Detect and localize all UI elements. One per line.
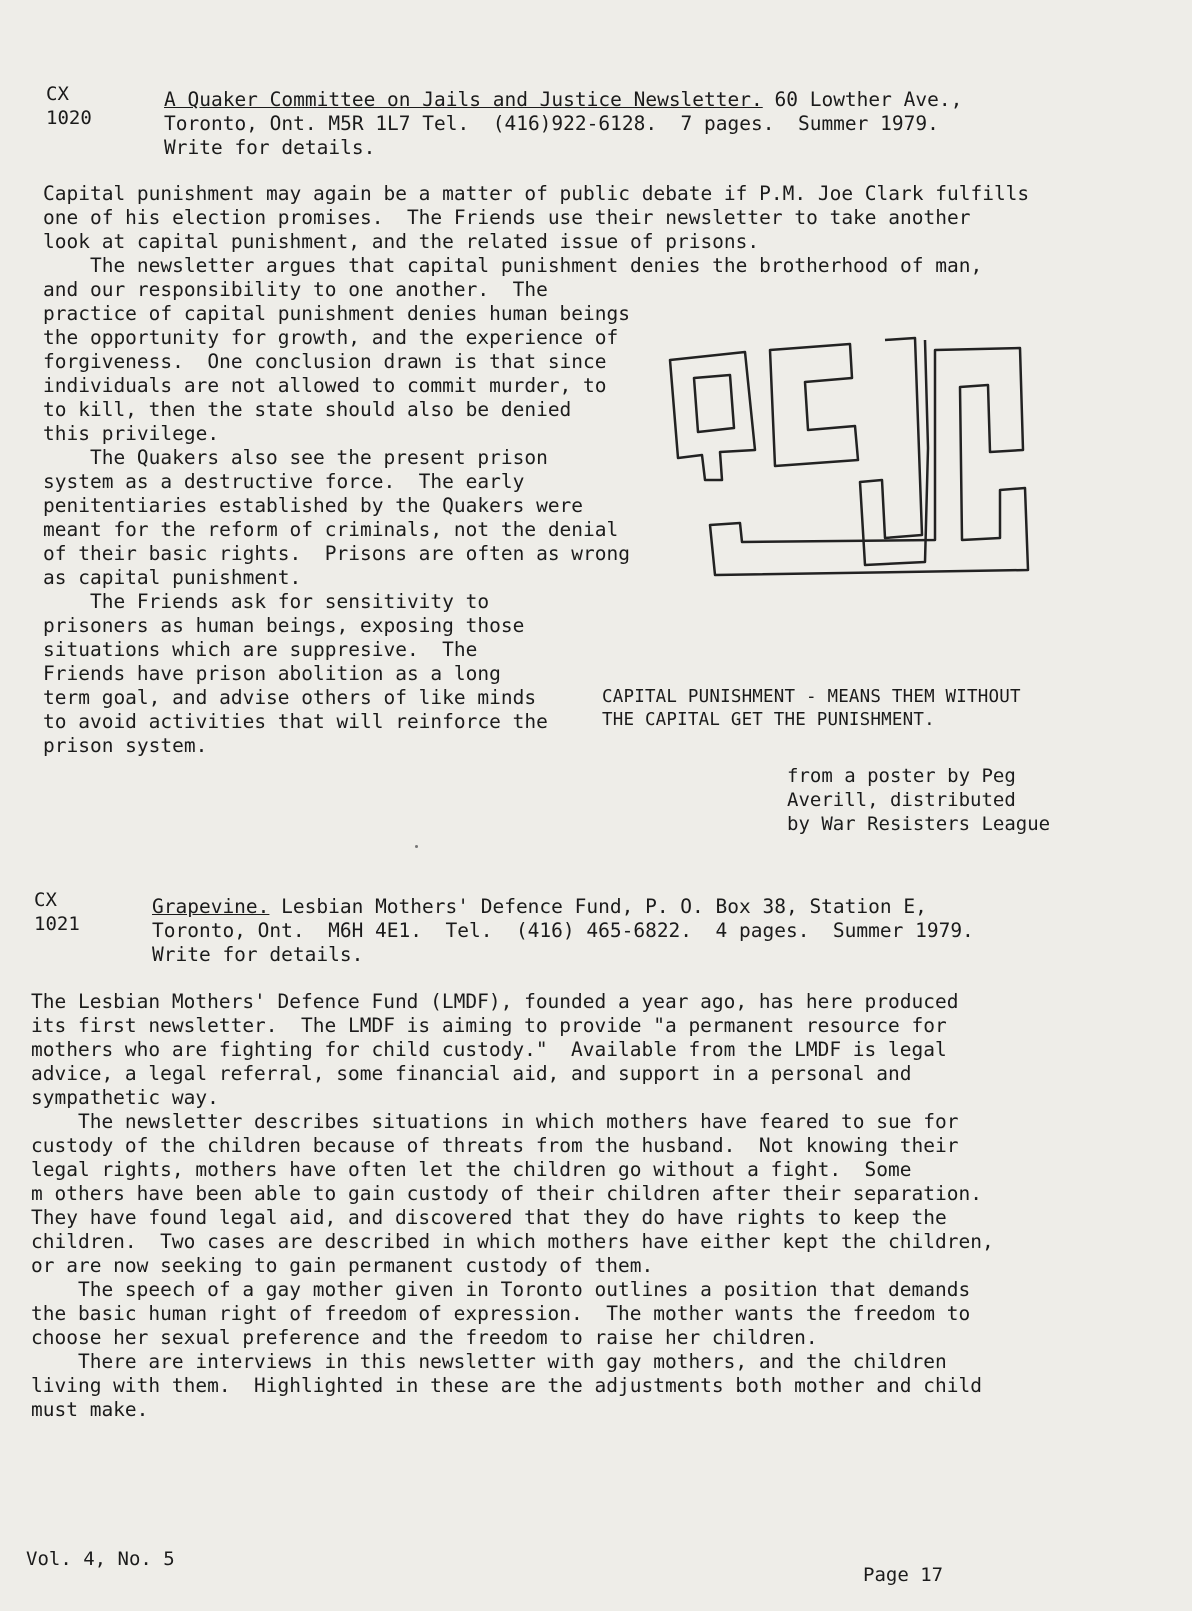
logo-text: QCJJ <box>850 630 853 631</box>
body-line: term goal, and advise others of like minds <box>43 686 537 709</box>
page-number: Page 17 <box>863 1564 944 1586</box>
entry-address: Lesbian Mothers' Defence Fund, P. O. Box 38, Station E, <box>269 895 927 918</box>
body-line: living with them. Highlighted in these are the adjustments both mother and child <box>31 1374 982 1397</box>
body-line: prisoners as human beings, exposing those <box>43 614 525 637</box>
entry-id-prefix: CX <box>46 83 69 105</box>
body-line: the basic human right of freedom of expression. The mother wants the freedom to <box>31 1302 971 1325</box>
body-line: forgiveness. One conclusion drawn is that since <box>43 350 607 373</box>
entry-contact-line: Toronto, Ont. M6H 4E1. Tel. (416) 465-6822. 4 pages. Summer 1979. <box>152 919 974 942</box>
entry-title: Grapevine. <box>152 895 270 918</box>
credit-line-1: from a poster by Peg <box>787 765 1016 787</box>
body-line: system as a destructive force. The early <box>43 470 525 493</box>
body-line: The speech of a gay mother given in Toronto outlines a position that demands <box>31 1278 971 1301</box>
body-line: individuals are not allowed to commit murder, to <box>43 374 607 397</box>
body-line: or are now seeking to gain permanent custody of them. <box>31 1254 654 1277</box>
body-line: sympathetic way. <box>31 1086 219 1109</box>
entry-id-number: 1020 <box>46 107 92 129</box>
body-line: legal rights, mothers have often let the children go without a fight. Some <box>31 1158 912 1181</box>
entry-body-1021 <box>31 990 994 1422</box>
body-line: advice, a legal referral, some financial aid, and support in a personal and <box>31 1062 912 1085</box>
credit-line-2: Averill, distributed <box>787 789 1016 811</box>
entry-id-prefix: CX <box>34 889 57 911</box>
body-line: Capital punishment may again be a matter of public debate if P.M. Joe Clark fulfills <box>43 182 1030 205</box>
body-line: must make. <box>31 1398 149 1421</box>
body-line: to avoid activities that will reinforce the <box>43 710 548 733</box>
entry-address: 60 Lowther Ave., <box>762 88 963 111</box>
body-line: Friends have prison abolition as a long <box>43 662 501 685</box>
body-line: of their basic rights. Prisons are often as wrong <box>43 542 630 565</box>
stray-mark <box>415 845 418 848</box>
qcjj-logo <box>660 330 1040 650</box>
body-line: m others have been able to gain custody of their children after their separation. <box>31 1182 982 1205</box>
entry-details-line: Write for details. <box>164 136 376 159</box>
body-line: and our responsibility to one another. The <box>43 278 548 301</box>
body-line: The Friends ask for sensitivity to <box>43 590 490 613</box>
poster-credit <box>787 764 1050 836</box>
body-line: custody of the children because of threats from the husband. Not knowing their <box>31 1134 959 1157</box>
entry-id-1021 <box>34 888 80 936</box>
body-line: They have found legal aid, and discovered that they do have rights to keep the <box>31 1206 947 1229</box>
body-line: The newsletter describes situations in which mothers have feared to sue for <box>31 1110 959 1133</box>
body-line: the opportunity for growth, and the experience of <box>43 326 619 349</box>
entry-title: A Quaker Committee on Jails and Justice Newsletter. <box>164 88 763 111</box>
body-line: mothers who are fighting for child custody." Available from the LMDF is legal <box>31 1038 947 1061</box>
entry-id-1020 <box>46 82 92 130</box>
body-line: prison system. <box>43 734 208 757</box>
body-line: meant for the reform of criminals, not the denial <box>43 518 619 541</box>
body-line: as capital punishment. <box>43 566 302 589</box>
volume-label: Vol. 4, No. 5 <box>26 1548 175 1570</box>
entry-details-line: Write for details. <box>152 943 364 966</box>
body-line: penitentiaries established by the Quakers were <box>43 494 584 517</box>
entry-header-1020 <box>164 88 962 160</box>
entry-contact-line: Toronto, Ont. M5R 1L7 Tel. (416)922-6128. 7 pages. Summer 1979. <box>164 112 939 135</box>
body-line: look at capital punishment, and the related issue of prisons. <box>43 230 760 253</box>
body-line: this privilege. <box>43 422 220 445</box>
body-line: one of his election promises. The Friends use their newsletter to take another <box>43 206 971 229</box>
body-line: The Lesbian Mothers' Defence Fund (LMDF), founded a year ago, has here produced <box>31 990 959 1013</box>
poster-quote <box>602 686 1021 732</box>
credit-line-3: by War Resisters League <box>787 813 1051 835</box>
body-line: practice of capital punishment denies human beings <box>43 302 630 325</box>
entry-id-number: 1021 <box>34 913 80 935</box>
body-line: The Quakers also see the present prison <box>43 446 548 469</box>
body-line: its first newsletter. The LMDF is aiming to provide "a permanent resource for <box>31 1014 947 1037</box>
body-line: choose her sexual preference and the freedom to raise her children. <box>31 1326 818 1349</box>
entry-header-1021 <box>152 895 974 967</box>
body-line: situations which are suppresive. The <box>43 638 478 661</box>
body-line: children. Two cases are described in which mothers have either kept the children, <box>31 1230 994 1253</box>
poster-line-1: CAPITAL PUNISHMENT - MEANS THEM WITHOUT <box>602 687 1021 707</box>
body-line: There are interviews in this newsletter with gay mothers, and the children <box>31 1350 947 1373</box>
body-line: to kill, then the state should also be denied <box>43 398 572 421</box>
poster-line-2: THE CAPITAL GET THE PUNISHMENT. <box>602 710 935 730</box>
body-line: The newsletter argues that capital punishment denies the brotherhood of man, <box>43 254 983 277</box>
